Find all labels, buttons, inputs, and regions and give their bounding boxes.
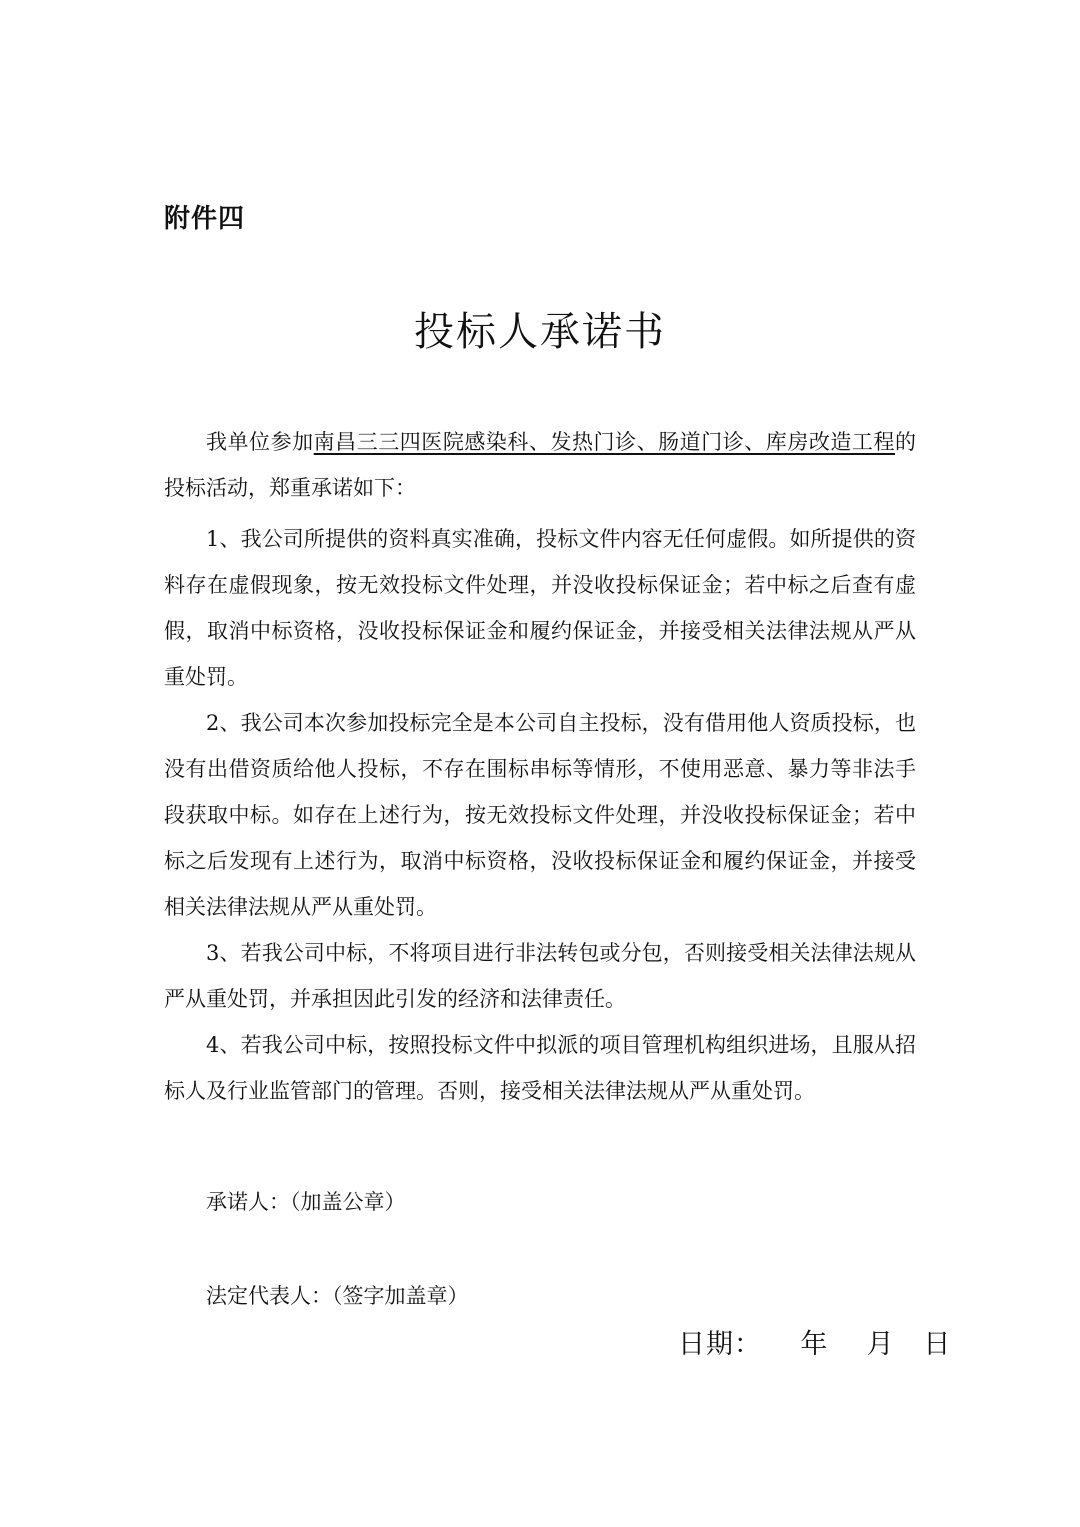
commitment-item-4: 4、若我公司中标，按照投标文件中拟派的项目管理机构组织进场，且服从招标人及行业监管部门的管理。否则，接受相关法律法规从严从重处罚。 <box>164 1033 916 1103</box>
legal-representative-line: 法定代表人：（签字加盖章） <box>206 1284 469 1308</box>
attachment-label: 附件四 <box>164 204 246 234</box>
commitment-item-3: 3、若我公司中标，不将项目进行非法转包或分包，否则接受相关法律法规从严从重处罚，并承担因此引发的经济和法律责任。 <box>164 941 916 1011</box>
date-line: 日期： 年 月 日 <box>678 1329 952 1360</box>
commitment-item-1: 1、我公司所提供的资料真实准确，投标文件内容无任何虚假。如所提供的资料存在虚假现象，按无效投标文件处理，并没收投标保证金；若中标之后查有虚假，取消中标资格，没收投标保证金和履约保证金，并接受相关法律法规从严从重处罚。 <box>164 527 916 689</box>
commitment-item-2: 2、我公司本次参加投标完全是本公司自主投标，没有借用他人资质投标，也没有出借资质给他人投标，不存在围标串标等情形，不使用恶意、暴力等非法手段获取中标。如存在上述行为，按无效投标文件处理，并没收投标保证金；若中标之后发现有上述行为，取消中标资格，没收投标保证金和履约保证金，并接受相关法律法规从严从重处罚。 <box>164 711 916 919</box>
commitment-list <box>164 516 916 1114</box>
intro-suffix: 的投标活动，郑重承诺如下： <box>164 430 916 500</box>
intro-paragraph <box>164 419 916 511</box>
intro-prefix: 我单位参加 <box>206 430 314 454</box>
document-title: 投标人承诺书 <box>414 309 666 355</box>
project-name: 南昌三三四医院感染科、发热门诊、肠道门诊、库房改造工程 <box>313 430 895 454</box>
promisor-signature-line: 承诺人：（加盖公章） <box>206 1190 406 1214</box>
